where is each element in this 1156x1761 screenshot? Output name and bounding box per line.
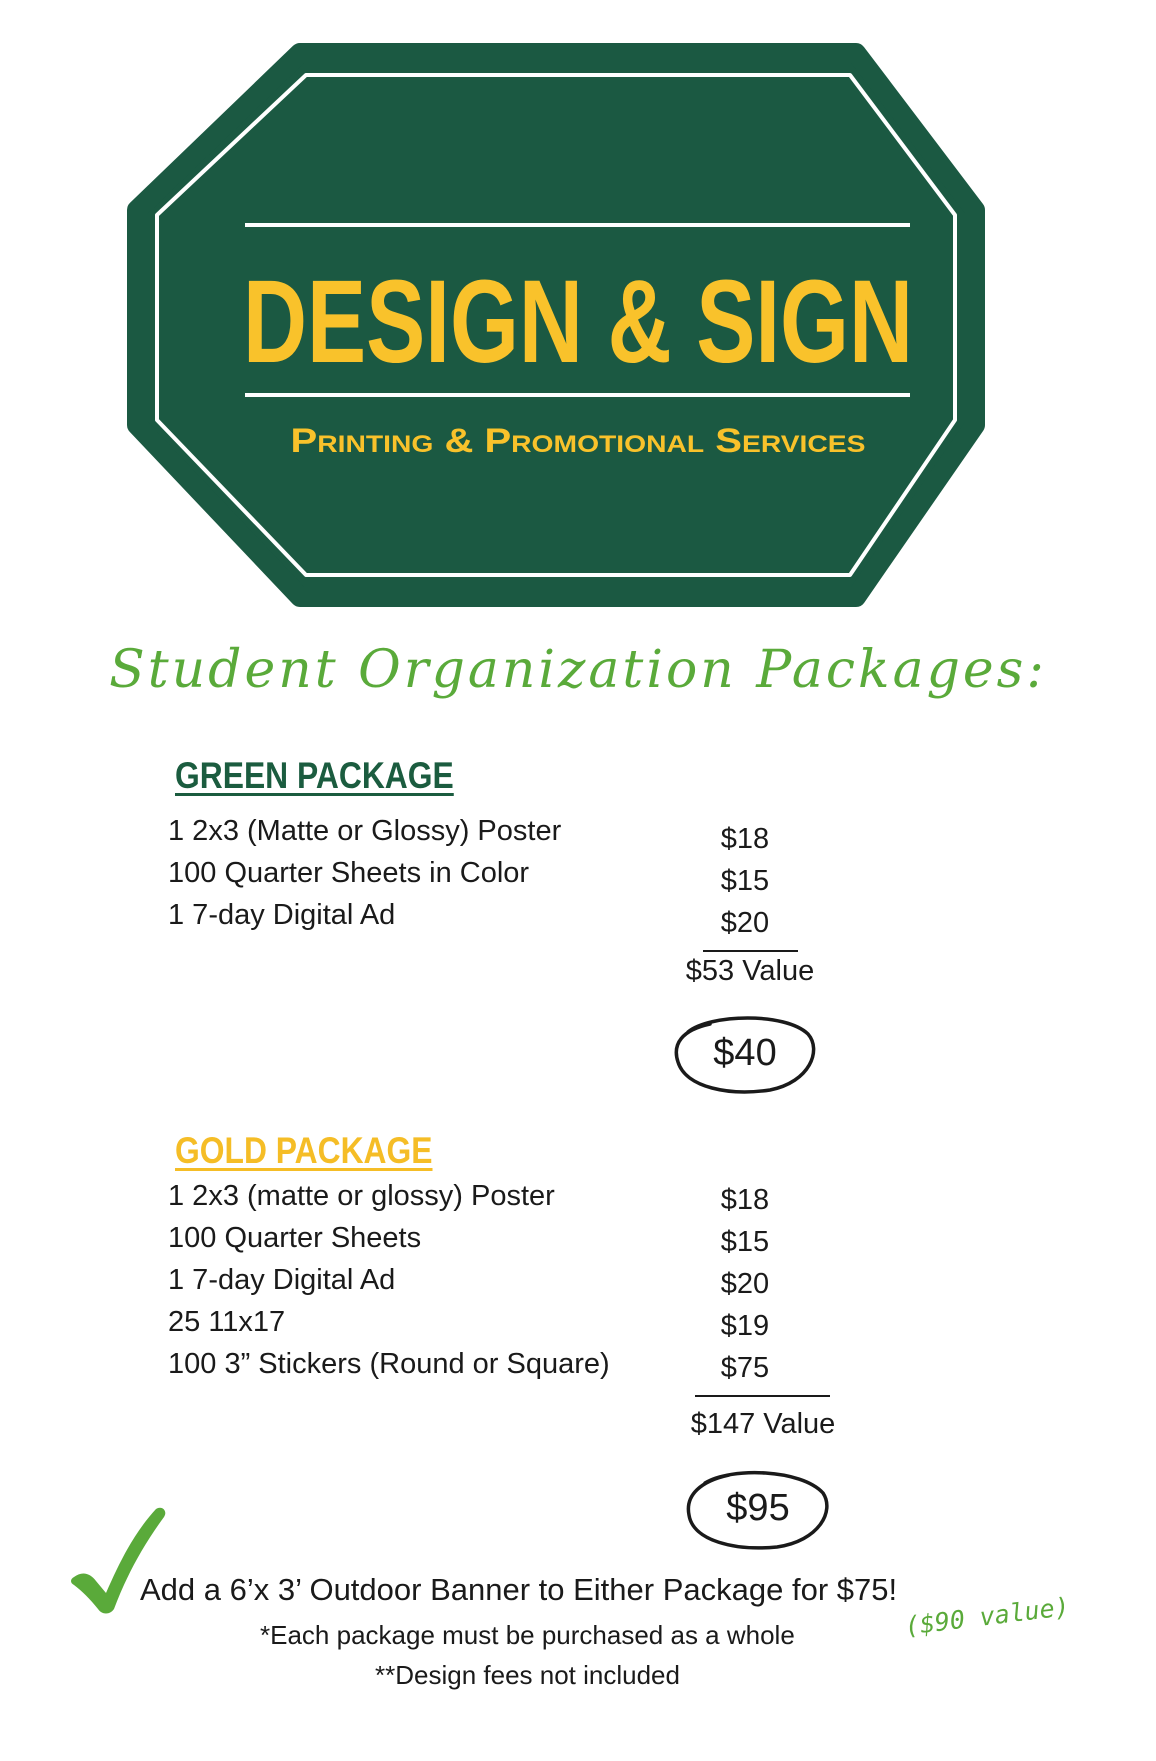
green-total-rule [703, 950, 798, 952]
green-package-title: GREEN PACKAGE [175, 755, 454, 796]
banner-addon-text: Add a 6’x 3’ Outdoor Banner to Either Package for $75! [140, 1572, 898, 1607]
green-item-2-label: 100 Quarter Sheets in Color [168, 857, 530, 889]
green-item-3-label: 1 7-day Digital Ad [168, 899, 396, 931]
banner-value-note: ($90 value) [903, 1591, 1072, 1641]
gold-item-5-price: $75 [720, 1352, 770, 1384]
gold-item-3-price: $20 [720, 1268, 770, 1300]
gold-item-2-price: $15 [720, 1226, 770, 1258]
gold-item-5-label: 100 3” Stickers (Round or Square) [168, 1348, 610, 1380]
gold-item-3-label: 1 7-day Digital Ad [168, 1264, 396, 1296]
green-deal-price-badge [670, 1010, 820, 1096]
gold-item-4-price: $19 [720, 1310, 770, 1342]
gold-deal-price-badge [683, 1465, 833, 1551]
design-and-sign-logo [0, 0, 1156, 610]
gold-item-2-label: 100 Quarter Sheets [168, 1222, 422, 1254]
green-item-3-price: $20 [720, 907, 770, 939]
gold-item-4-label: 25 11x17 [168, 1306, 286, 1338]
green-item-1-price: $18 [720, 823, 770, 855]
green-value-total: $53 Value [685, 955, 815, 987]
packages-heading: Student Organization Packages: [109, 640, 1047, 700]
logo-title: DESIGN & SIGN [243, 256, 913, 388]
gold-total-rule [695, 1395, 830, 1397]
gold-deal-price: $95 [726, 1487, 790, 1529]
green-item-2-price: $15 [720, 865, 770, 897]
note-design-fees: **Design fees not included [375, 1660, 680, 1690]
gold-package-title: GOLD PACKAGE [175, 1130, 433, 1171]
gold-value-total: $147 Value [690, 1408, 836, 1440]
gold-item-1-label: 1 2x3 (matte or glossy) Poster [168, 1180, 555, 1212]
green-deal-price: $40 [713, 1032, 777, 1074]
green-item-1-label: 1 2x3 (Matte or Glossy) Poster [168, 815, 562, 847]
gold-item-1-price: $18 [720, 1184, 770, 1216]
note-whole-package: *Each package must be purchased as a whole [260, 1620, 795, 1650]
logo-subtitle: Printing & Promotional Services [290, 422, 866, 460]
